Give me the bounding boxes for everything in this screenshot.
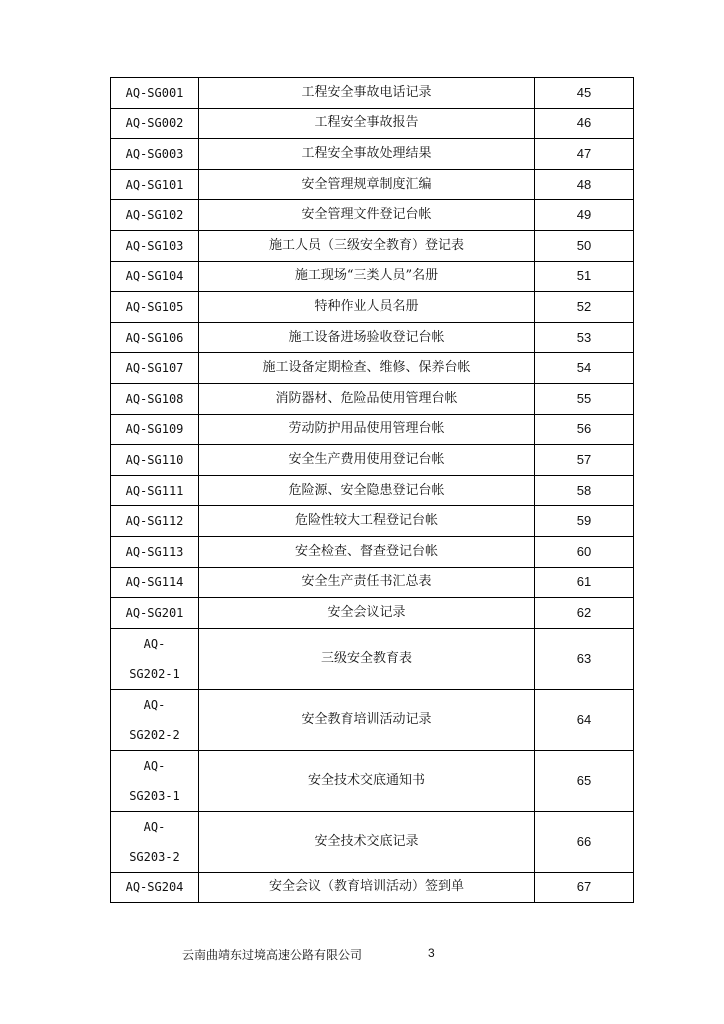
record-code: AQ-SG107 — [111, 353, 199, 384]
table-row — [111, 108, 634, 139]
footer-company: 云南曲靖东过境高速公路有限公司 — [182, 948, 363, 962]
record-page: 66 — [535, 811, 634, 872]
record-title: 安全检查、督查登记台帐 — [199, 536, 535, 567]
record-code: AQ-SG102 — [111, 200, 199, 231]
record-title: 安全生产费用使用登记台帐 — [199, 445, 535, 476]
table-row — [111, 78, 634, 109]
record-title: 劳动防护用品使用管理台帐 — [199, 414, 535, 445]
record-page: 64 — [535, 689, 634, 750]
table-row — [111, 475, 634, 506]
record-code-line2: SG202-1 — [129, 666, 180, 681]
record-page: 49 — [535, 200, 634, 231]
record-code: AQ-SG101 — [111, 169, 199, 200]
table-row — [111, 322, 634, 353]
record-page: 46 — [535, 108, 634, 139]
record-title: 危险源、安全隐患登记台帐 — [199, 475, 535, 506]
record-title: 施工设备进场验收登记台帐 — [199, 322, 535, 353]
record-page: 58 — [535, 475, 634, 506]
record-code-line2: SG203-1 — [129, 788, 180, 803]
table-row — [111, 536, 634, 567]
record-page: 48 — [535, 169, 634, 200]
record-code — [111, 628, 199, 689]
record-code: AQ-SG110 — [111, 445, 199, 476]
record-page: 67 — [535, 872, 634, 903]
record-page: 63 — [535, 628, 634, 689]
record-title: 工程安全事故报告 — [199, 108, 535, 139]
record-page: 61 — [535, 567, 634, 598]
table-row — [111, 506, 634, 537]
record-code — [111, 750, 199, 811]
record-code: AQ-SG104 — [111, 261, 199, 292]
record-title: 安全生产责任书汇总表 — [199, 567, 535, 598]
record-title: 工程安全事故电话记录 — [199, 78, 535, 109]
table-row — [111, 139, 634, 170]
record-code: AQ-SG111 — [111, 475, 199, 506]
record-page: 47 — [535, 139, 634, 170]
table-row — [111, 383, 634, 414]
record-page: 55 — [535, 383, 634, 414]
record-code: AQ-SG105 — [111, 292, 199, 323]
record-title: 安全管理文件登记台帐 — [199, 200, 535, 231]
footer-page-number: 3 — [428, 946, 435, 960]
record-code — [111, 811, 199, 872]
record-page: 57 — [535, 445, 634, 476]
record-title: 施工现场“三类人员”名册 — [199, 261, 535, 292]
table-row — [111, 230, 634, 261]
record-code — [111, 689, 199, 750]
record-page: 65 — [535, 750, 634, 811]
table-row — [111, 567, 634, 598]
record-code-line1: AQ- — [143, 697, 166, 712]
document-index-table — [110, 77, 634, 903]
record-page: 62 — [535, 598, 634, 629]
record-code: AQ-SG112 — [111, 506, 199, 537]
record-page: 60 — [535, 536, 634, 567]
table-row — [111, 598, 634, 629]
record-page: 52 — [535, 292, 634, 323]
table-row — [111, 292, 634, 323]
record-code: AQ-SG201 — [111, 598, 199, 629]
record-code-line1: AQ- — [143, 636, 166, 651]
record-code: AQ-SG108 — [111, 383, 199, 414]
record-page: 59 — [535, 506, 634, 537]
record-title: 安全会议（教育培训活动）签到单 — [199, 872, 535, 903]
record-title: 三级安全教育表 — [199, 628, 535, 689]
table-row — [111, 689, 634, 750]
table-row — [111, 261, 634, 292]
record-title: 危险性较大工程登记台帐 — [199, 506, 535, 537]
record-page: 50 — [535, 230, 634, 261]
record-page: 51 — [535, 261, 634, 292]
record-page: 45 — [535, 78, 634, 109]
table-row — [111, 414, 634, 445]
record-code: AQ-SG003 — [111, 139, 199, 170]
record-title: 特种作业人员名册 — [199, 292, 535, 323]
table-row — [111, 445, 634, 476]
record-code: AQ-SG113 — [111, 536, 199, 567]
record-code-line2: SG202-2 — [129, 727, 180, 742]
table-row — [111, 811, 634, 872]
table-row — [111, 200, 634, 231]
record-code-line1: AQ- — [143, 758, 166, 773]
record-code: AQ-SG204 — [111, 872, 199, 903]
record-title: 施工人员（三级安全教育）登记表 — [199, 230, 535, 261]
record-title: 施工设备定期检查、维修、保养台帐 — [199, 353, 535, 384]
record-page: 53 — [535, 322, 634, 353]
table-row — [111, 872, 634, 903]
record-page: 56 — [535, 414, 634, 445]
record-title: 工程安全事故处理结果 — [199, 139, 535, 170]
table-row — [111, 353, 634, 384]
record-title: 安全技术交底记录 — [199, 811, 535, 872]
record-page: 54 — [535, 353, 634, 384]
record-title: 安全技术交底通知书 — [199, 750, 535, 811]
record-title: 消防器材、危险品使用管理台帐 — [199, 383, 535, 414]
record-title: 安全教育培训活动记录 — [199, 689, 535, 750]
record-code: AQ-SG001 — [111, 78, 199, 109]
record-code: AQ-SG106 — [111, 322, 199, 353]
record-code: AQ-SG109 — [111, 414, 199, 445]
record-code-line2: SG203-2 — [129, 849, 180, 864]
table-row — [111, 628, 634, 689]
record-code-line1: AQ- — [143, 819, 166, 834]
record-code: AQ-SG002 — [111, 108, 199, 139]
record-code: AQ-SG103 — [111, 230, 199, 261]
table-row — [111, 169, 634, 200]
record-title: 安全会议记录 — [199, 598, 535, 629]
record-code: AQ-SG114 — [111, 567, 199, 598]
record-title: 安全管理规章制度汇编 — [199, 169, 535, 200]
table-row — [111, 750, 634, 811]
